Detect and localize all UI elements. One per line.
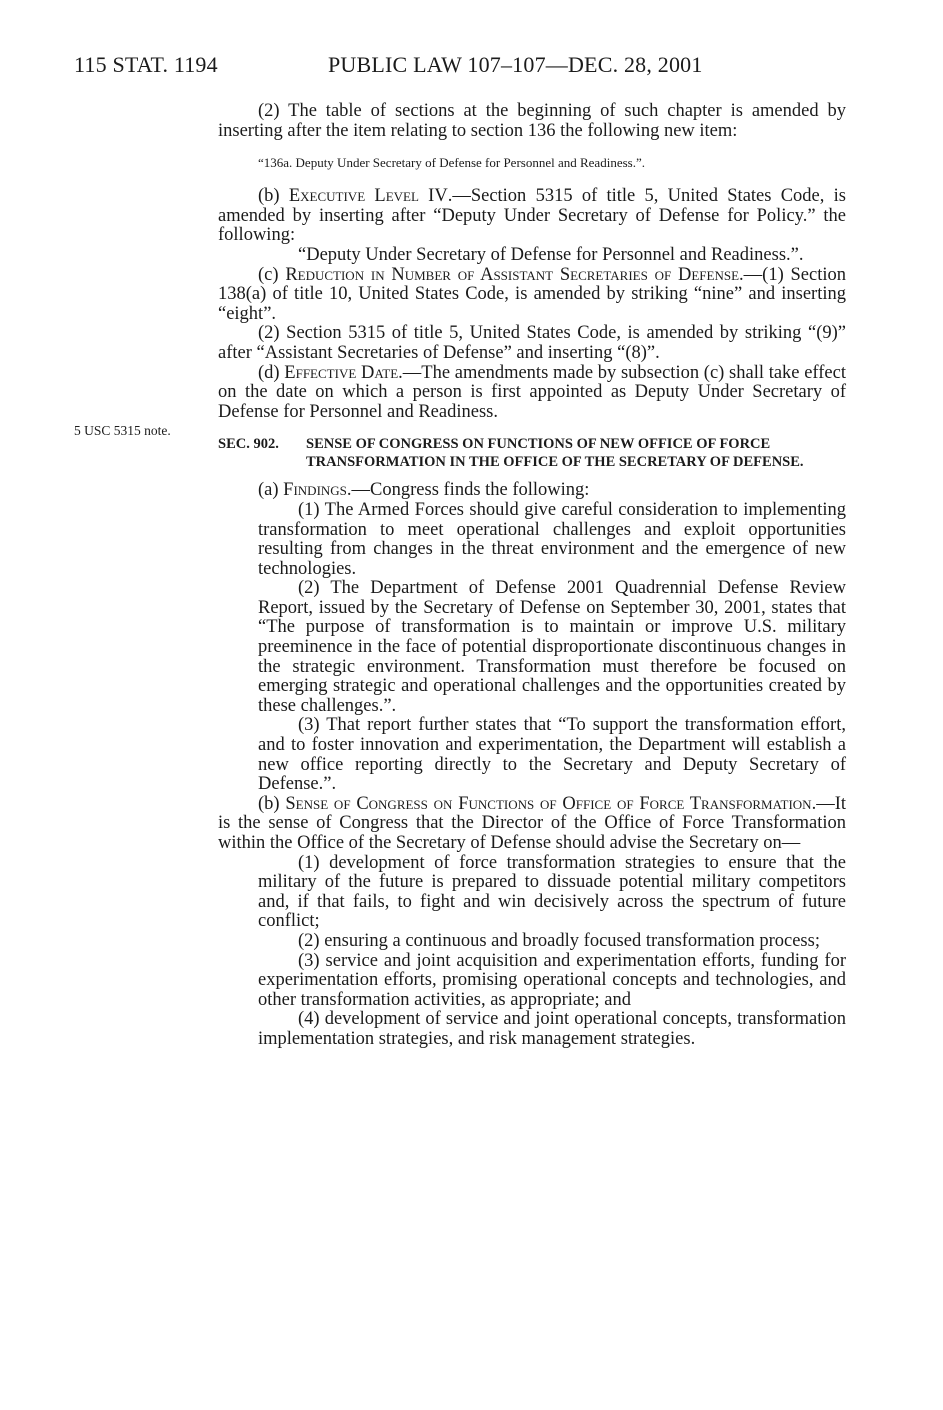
margin-note: 5 USC 5315 note. [74,423,171,438]
sense-item-1: (1) development of force transformation strategies to ensure that the military of the future is prepared to dissuade potential military competitors and, if that fails, to fight and win decisively across the spectrum of future conflict; [258,852,846,932]
new-section-item: “136a. Deputy Under Secretary of Defense for Personnel and Readiness.”. [258,155,645,171]
subsection-label: (a) [258,480,284,501]
quoted-insertion [218,246,846,266]
paragraph-table-of-sections: (2) The table of sections at the beginning of such chapter is amended by inserting after the item relating to section 136 the following new item: [218,101,846,141]
subsection-text: .—Congress finds the following: [346,480,590,501]
subsection-label: (b) [258,186,289,207]
subsection-label: (b) [258,793,286,814]
subsection-heading: Executive Level IV [288,186,448,207]
subsection-heading: Effective Date [284,362,399,383]
sense-item-4: (4) development of service and joint operational concepts, transformation implementation strategies, and risk management strategies. [258,1009,846,1049]
section-number: SEC. 902. [218,436,279,453]
subsection-label: (d) [258,362,285,383]
subsection-text: .—Section 5315 of title 5, United States Code, is amended by inserting after “Deputy Under Secretary of Defense for Policy.” the following: [218,186,846,246]
sense-item-3: (3) service and joint acquisition and experimentation efforts, funding for experimentation efforts, promising operational concepts and technologies, and other transformation activities, as appropriate; and [258,950,846,1010]
subsection-text: .—It is the sense of Congress that the Director of the Office of Force Transformation within the Office of the Secretary of Defense should advise the Secretary on— [218,793,846,853]
subsection-label: (c) [258,264,286,285]
section-heading [218,436,846,471]
page-header [74,52,774,88]
finding-1: (1) The Armed Forces should give careful consideration to implementing transformation to meet operational challenges and exploit opportunities resulting from changes in the threat environment and the emergence of new technologies. [258,499,846,579]
subsection-heading: Findings [283,480,347,501]
sense-item-2: (2) ensuring a continuous and broadly focused transformation process; [298,930,820,951]
quoted-insertion-text: “Deputy Under Secretary of Defense for Personnel and Readiness.”. [298,244,804,265]
paragraph-reduction-2: (2) Section 5315 of title 5, United States Code, is amended by striking “(9)” after “Assistant Secretaries of Defense” and inserting “(8)”. [218,323,846,363]
finding-2: (2) The Department of Defense 2001 Quadrennial Defense Review Report, issued by the Secretary of Defense on September 30, 2001, states that “The purpose of transformation is to maintain or improve U.S. military preeminence in the face of potential disproportionate discontinuous changes in the strategic environment. Transformation must therefore be focused on emerging strategic and operational challenges and the opportunities created by these challenges.”. [258,578,846,716]
paragraph-sense-of-congress [218,795,846,854]
subsection-text: .—The amendments made by subsection (c) shall take effect on the date on which a person is first appointed as Deputy Under Secretary of Defense for Personnel and Readiness. [218,362,846,422]
section-title: SENSE OF CONGRESS ON FUNCTIONS OF NEW OFFICE OF FORCE TRANSFORMATION IN THE OFFICE OF THE SECRETARY OF DEFENSE. [306,436,804,470]
paragraph-executive-level [218,187,846,246]
body-text [218,102,846,1050]
finding-3: (3) That report further states that “To support the transformation effort, and to foster innovation and experimentation, the Department will establish a new office reporting directly to the Secretary and Deputy Secretary of Defense.”. [258,715,846,795]
subsection-heading: Sense of Congress on Functions of Office of Force Transformation [285,793,812,814]
paragraph-effective-date [218,364,846,423]
paragraph-findings [218,481,846,501]
running-title: PUBLIC LAW 107–107—DEC. 28, 2001 [328,52,703,77]
paragraph-reduction [218,266,846,325]
subsection-heading: Reduction in Number of Assistant Secretaries of Defense [285,264,740,285]
subsection-text: .—(1) Section 138(a) of title 10, United States Code, is amended by striking “nine” and inserting “eight”. [218,264,846,324]
stat-page-reference: 115 STAT. 1194 [74,52,218,77]
